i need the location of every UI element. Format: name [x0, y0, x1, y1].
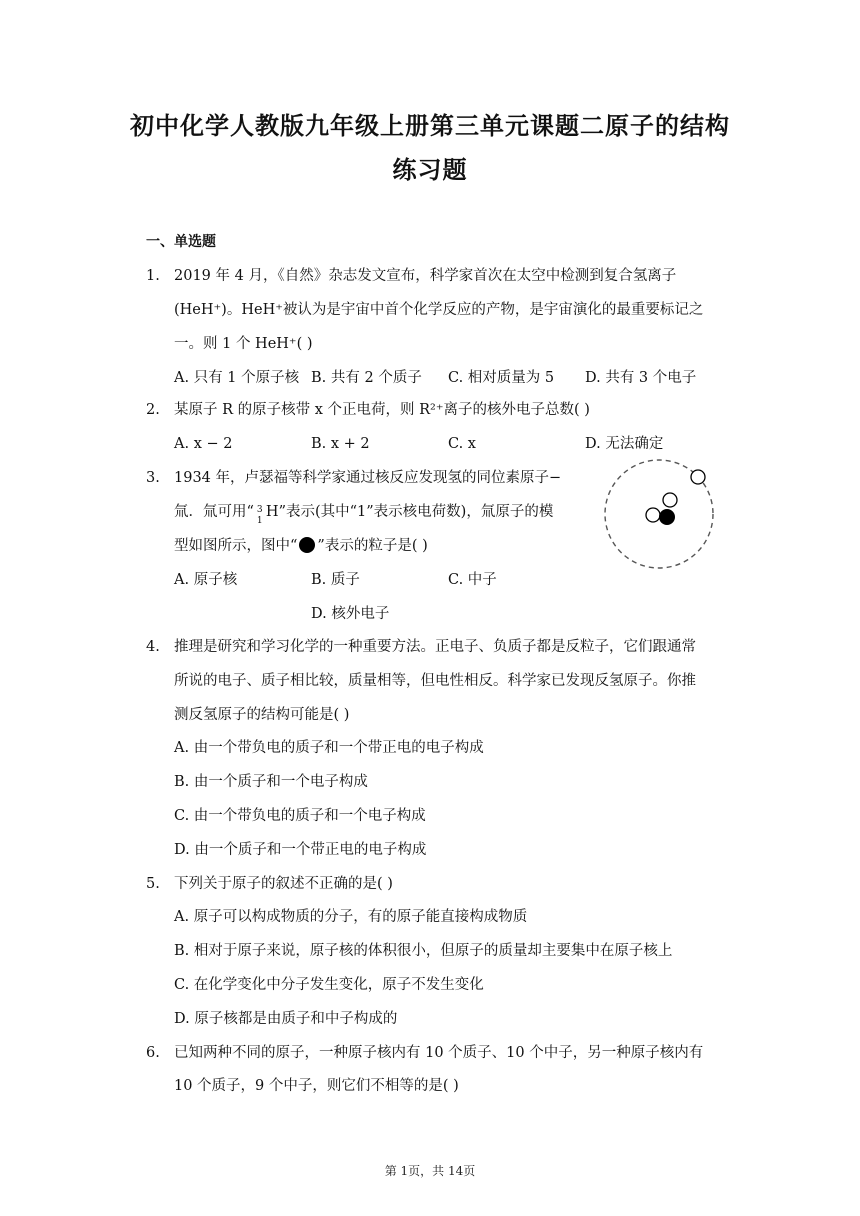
- question-text-part: 氚．氚可用“: [174, 504, 254, 520]
- question-text-part: H”表示(其中“1”表示核电荷数)，氚原子的模: [265, 504, 554, 520]
- option-d[interactable]: D. 原子核都是由质子和中子构成的: [174, 1011, 398, 1027]
- option-c[interactable]: C. x: [448, 436, 476, 452]
- option-a[interactable]: A. 由一个带负电的质子和一个带正电的电子构成: [174, 740, 484, 756]
- question-text: 已知两种不同的原子，一种原子核内有 10 个质子、10 个中子，另一种原子核内有: [174, 1045, 704, 1061]
- document-title: 初中化学人教版九年级上册第三单元课题二原子的结构: [130, 112, 730, 140]
- atomic-number: 1: [256, 516, 263, 526]
- question-number: 4.: [146, 639, 160, 655]
- option-d[interactable]: D. 无法确定: [585, 436, 664, 452]
- question-text: 10 个质子，9 个中子，则它们不相等的是( ): [174, 1078, 459, 1094]
- option-d[interactable]: D. 由一个质子和一个带正电的电子构成: [174, 842, 427, 858]
- section-heading: 一、单选题: [146, 234, 216, 250]
- option-d[interactable]: D. 共有 3 个电子: [585, 370, 697, 386]
- question-text-part: ”表示的粒子是( ): [317, 538, 428, 554]
- nucleon-icon: [663, 493, 677, 507]
- nucleon-icon: [646, 508, 660, 522]
- question-number: 3.: [146, 470, 160, 486]
- question-text: [174, 502, 554, 526]
- question-text: (HeH⁺)。HeH⁺被认为是宇宙中首个化学反应的产物，是宇宙演化的最重要标记之: [174, 302, 704, 318]
- page-footer: 第 1页，共 14页: [384, 1164, 476, 1178]
- option-b[interactable]: B. 由一个质子和一个电子构成: [174, 774, 368, 790]
- question-number: 5.: [146, 876, 160, 892]
- question-text: 2019 年 4 月，《自然》杂志发文宣布，科学家首次在太空中检测到复合氢离子: [174, 268, 677, 284]
- nucleon-black-icon: [659, 509, 675, 525]
- option-c[interactable]: C. 相对质量为 5: [448, 370, 555, 386]
- option-c[interactable]: C. 中子: [448, 572, 497, 588]
- option-b[interactable]: B. 质子: [311, 572, 360, 588]
- option-a[interactable]: A. x − 2: [174, 436, 233, 452]
- question-text-part: 型如图所示，图中“: [174, 538, 298, 554]
- question-text: 推理是研究和学习化学的一种重要方法。正电子、负质子都是反粒子，它们跟通常: [174, 639, 696, 655]
- question-text: 某原子 R 的原子核带 x 个正电荷，则 R²⁺离子的核外电子总数( ): [174, 402, 590, 418]
- option-a[interactable]: A. 原子可以构成物质的分子，有的原子能直接构成物质: [174, 909, 528, 925]
- question-text: 一。则 1 个 HeH⁺( ): [174, 336, 313, 352]
- isotope-notation: [254, 502, 266, 526]
- question-text: 测反氢原子的结构可能是( ): [174, 707, 350, 723]
- question-text: 所说的电子、质子相比较，质量相等，但电性相反。科学家已发现反氢原子。你推: [174, 673, 696, 689]
- tritium-atom-diagram: [600, 456, 718, 572]
- document-title-line2: 练习题: [392, 156, 468, 184]
- question-text: 1934 年，卢瑟福等科学家通过核反应发现氢的同位素原子−: [174, 470, 562, 486]
- option-c[interactable]: C. 在化学变化中分子发生变化，原子不发生变化: [174, 977, 484, 993]
- black-particle-icon: [299, 537, 315, 553]
- question-text: 下列关于原子的叙述不正确的是( ): [174, 876, 393, 892]
- option-a[interactable]: A. 原子核: [174, 572, 238, 588]
- option-c[interactable]: C. 由一个带负电的质子和一个电子构成: [174, 808, 426, 824]
- question-text: [174, 536, 428, 556]
- option-b[interactable]: B. 相对于原子来说，原子核的体积很小，但原子的质量却主要集中在原子核上: [174, 943, 673, 959]
- mass-number: 3: [256, 505, 263, 515]
- question-number: 1.: [146, 268, 160, 284]
- option-b[interactable]: B. x + 2: [311, 436, 370, 452]
- question-number: 2.: [146, 402, 160, 418]
- option-d[interactable]: D. 核外电子: [311, 606, 390, 622]
- electron-icon: [691, 470, 705, 484]
- option-a[interactable]: A. 只有 1 个原子核: [174, 370, 300, 386]
- question-number: 6.: [146, 1045, 160, 1061]
- option-b[interactable]: B. 共有 2 个质子: [311, 370, 422, 386]
